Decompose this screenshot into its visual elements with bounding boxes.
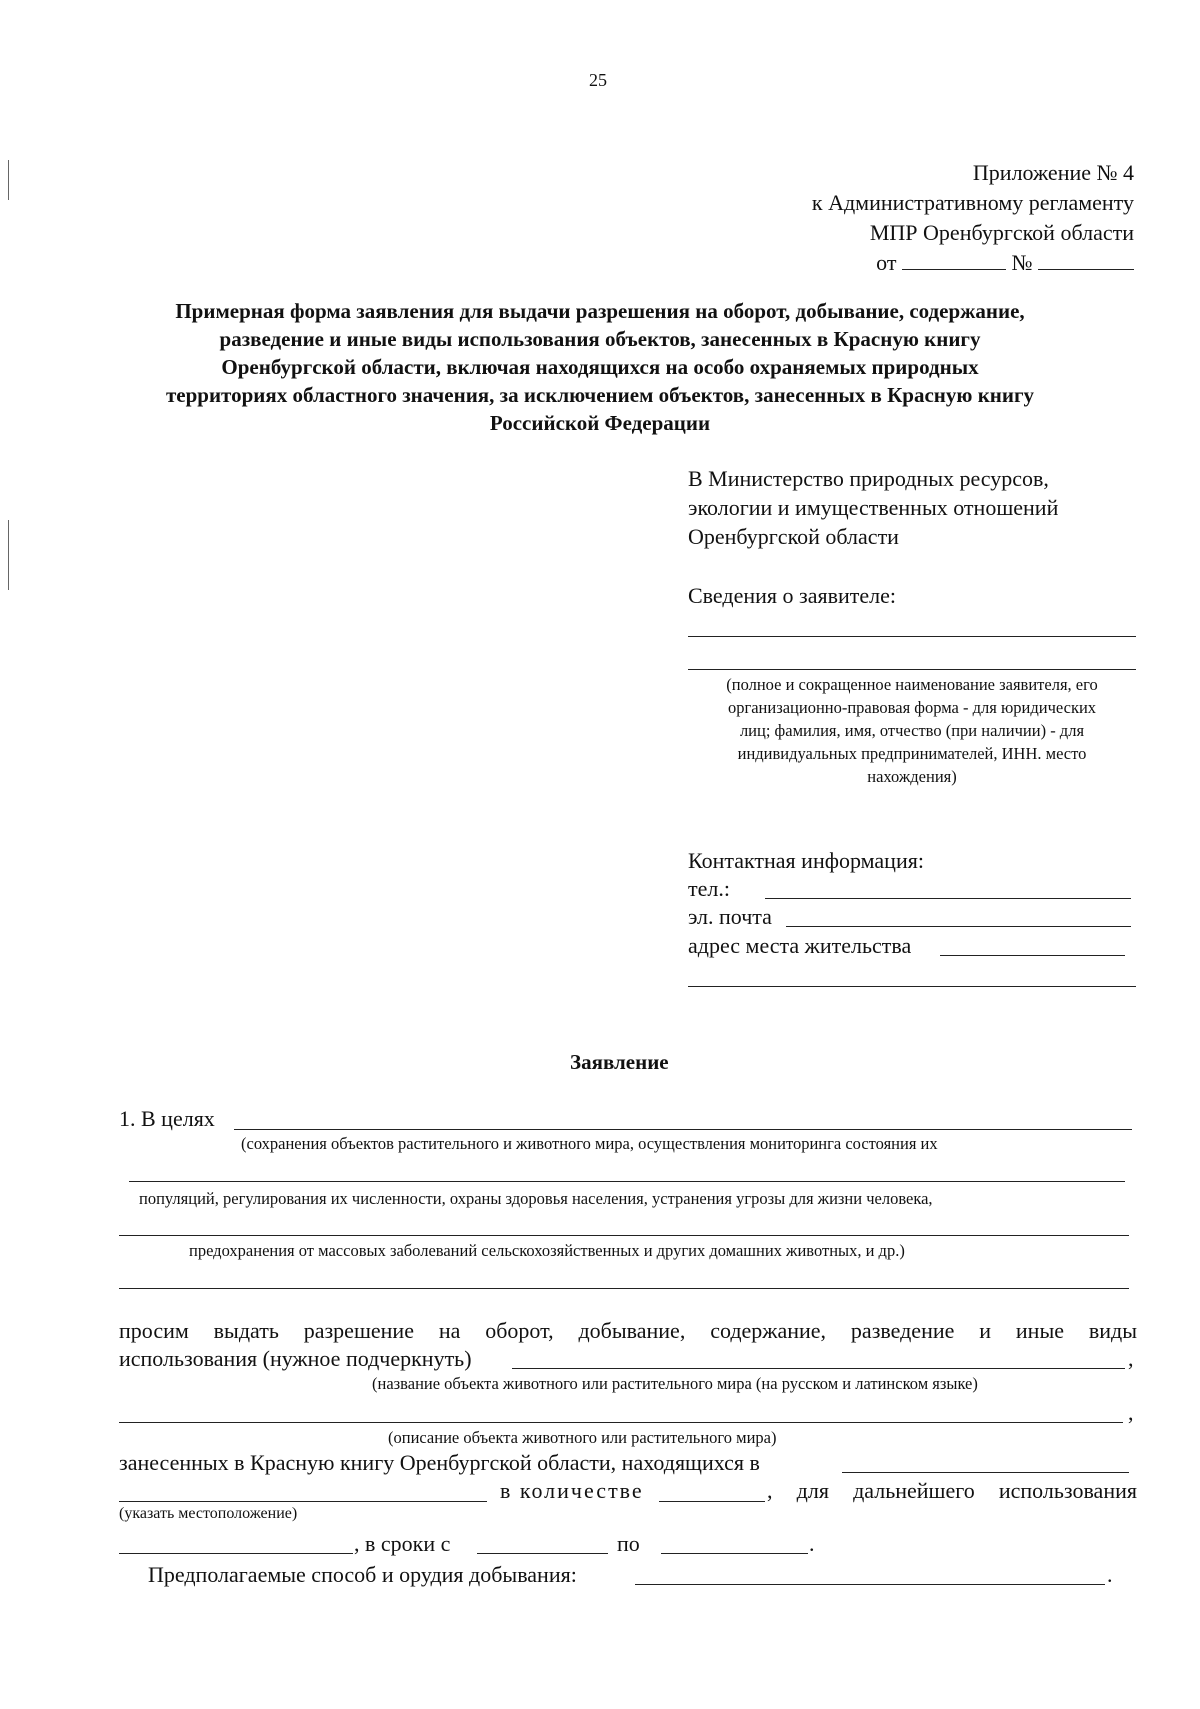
red-book-text: занесенных в Красную книгу Оренбургской области, находящихся в	[119, 1450, 760, 1475]
contacts-heading: Контактная информация:	[688, 848, 924, 873]
purpose-hint: предохранения от массовых заболеваний сельскохозяйственных и других домашних животных, и др.)	[189, 1241, 905, 1260]
number-label: №	[1011, 250, 1033, 275]
object-name-hint: (название объекта животного или растительного мира (на русском и латинском языке)	[372, 1374, 978, 1393]
quantity-label: в количестве	[500, 1478, 644, 1503]
purpose-field-2[interactable]	[129, 1181, 1125, 1182]
number-blank[interactable]	[1038, 251, 1134, 270]
form-title-line: Оренбургской области, включая находящихся на особо охраняемых природных	[221, 355, 979, 379]
appendix-regulation: к Административному регламенту	[811, 190, 1134, 215]
from-label: от	[876, 250, 897, 275]
quantity-field[interactable]	[659, 1501, 765, 1502]
form-title-line: разведение и иные виды использования объектов, занесенных в Красную книгу	[219, 327, 981, 351]
date-blank[interactable]	[902, 251, 1006, 270]
terms-to-field[interactable]	[661, 1553, 808, 1554]
method-label: Предполагаемые способ и орудия добывания:	[148, 1562, 577, 1587]
location-field-2[interactable]	[119, 1501, 487, 1502]
purpose-hint: популяций, регулирования их численности, охраны здоровья населения, устранения угрозы для жизни человека,	[139, 1189, 933, 1208]
phone-label: тел.:	[688, 876, 730, 901]
address-field-2[interactable]	[688, 986, 1136, 987]
applicant-note: нахождения)	[867, 767, 957, 786]
object-desc-hint: (описание объекта животного или растительного мира)	[388, 1428, 777, 1447]
phone-field[interactable]	[765, 898, 1131, 899]
comma: ,	[1128, 1400, 1134, 1425]
object-desc-field[interactable]	[119, 1422, 1123, 1423]
further-use-label: , для дальнейшего использования	[767, 1478, 1137, 1503]
form-title-line: Примерная форма заявления для выдачи разрешения на оборот, добывание, содержание,	[175, 299, 1025, 323]
purpose-field-3[interactable]	[119, 1235, 1129, 1236]
appendix-title: Приложение № 4	[972, 160, 1134, 185]
email-label: эл. почта	[688, 904, 772, 929]
applicant-heading: Сведения о заявителе:	[688, 583, 897, 608]
addressee-line: Оренбургской области	[688, 524, 899, 549]
email-field[interactable]	[786, 926, 1131, 927]
addressee-line: В Министерство природных ресурсов,	[688, 466, 1049, 491]
method-field[interactable]	[635, 1584, 1105, 1585]
location-field[interactable]	[842, 1472, 1129, 1473]
request-text-2: использования (нужное подчеркнуть)	[119, 1346, 472, 1371]
comma: ,	[1128, 1346, 1134, 1371]
location-hint: (указать местоположение)	[119, 1505, 298, 1522]
applicant-note: организационно-правовая форма - для юридических	[727, 698, 1097, 717]
purpose-label: 1. В целях	[119, 1106, 215, 1131]
period: .	[1107, 1562, 1113, 1587]
request-text: просим выдать разрешение на оборот, добывание, содержание, разведение и иные виды	[119, 1318, 1137, 1343]
object-name-field[interactable]	[512, 1368, 1125, 1369]
statement-heading: Заявление	[570, 1050, 669, 1074]
form-title-line: Российской Федерации	[489, 411, 711, 435]
purpose-field[interactable]	[234, 1129, 1132, 1130]
address-field[interactable]	[940, 955, 1125, 956]
address-label: адрес места жительства	[688, 933, 912, 958]
terms-to-label: по	[617, 1531, 640, 1556]
scan-margin-mark	[8, 160, 9, 200]
appendix-ministry: МПР Оренбургской области	[869, 220, 1134, 245]
applicant-note: лиц; фамилия, имя, отчество (при наличии) - для	[739, 721, 1085, 740]
page-number: 25	[589, 70, 607, 90]
purpose-hint: (сохранения объектов растительного и животного мира, осуществления мониторинга состояния их	[241, 1134, 938, 1153]
addressee-line: экологии и имущественных отношений	[688, 495, 1059, 520]
terms-from-label: , в сроки с	[354, 1531, 451, 1556]
form-title-line: территориях областного значения, за исключением объектов, занесенных в Красную книгу	[165, 383, 1035, 407]
appendix-date-number	[876, 250, 1134, 276]
applicant-line-1[interactable]	[688, 636, 1136, 637]
terms-from-field[interactable]	[477, 1553, 608, 1554]
purpose-field-4[interactable]	[119, 1288, 1129, 1289]
applicant-note: индивидуальных предпринимателей, ИНН. место	[737, 744, 1087, 763]
period: .	[809, 1531, 815, 1556]
applicant-note: (полное и сокращенное наименование заявителя, его	[726, 675, 1098, 694]
scan-margin-mark	[8, 520, 9, 590]
further-use-field[interactable]	[119, 1553, 353, 1554]
applicant-line-2[interactable]	[688, 669, 1136, 670]
